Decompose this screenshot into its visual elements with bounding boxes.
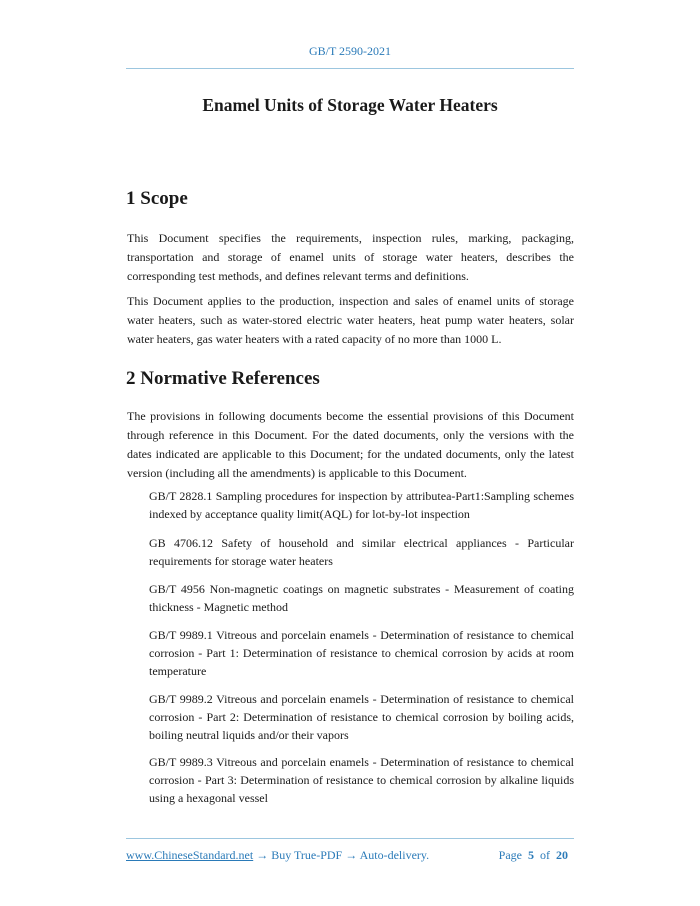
reference-item: GB 4706.12 Safety of household and similar electrical appliances - Particular requirements for storage water heaters: [149, 536, 574, 568]
reference-item: GB/T 4956 Non-magnetic coatings on magnetic substrates - Measurement of coating thickness - Magnetic method: [149, 582, 574, 614]
arrow-right-icon: →: [342, 848, 360, 862]
arrow-right-icon: →: [253, 848, 272, 862]
reference-item: GB/T 9989.1 Vitreous and porcelain enamels - Determination of resistance to chemical corrosion - Part 1: Determination of resistance to chemical corrosion by acids at room temperature: [149, 628, 574, 678]
page-total: 20: [556, 848, 568, 862]
chinese-standard-link[interactable]: www.ChineseStandard.net: [126, 848, 254, 862]
section-heading-scope: 1 Scope: [126, 188, 188, 209]
auto-delivery-text: Auto-delivery.: [359, 848, 430, 862]
document-title: Enamel Units of Storage Water Heaters: [202, 95, 498, 115]
reference-item: GB/T 9989.2 Vitreous and porcelain enamels - Determination of resistance to chemical corrosion - Part 2: Determination of resistance to chemical corrosion by boiling acids, boiling neutral liquids and/or their vapors: [149, 692, 574, 742]
reference-item: GB/T 2828.1 Sampling procedures for inspection by attributea-Part1:Sampling schemes indexed by acceptance quality limit(AQL) for lot-by-lot inspection: [149, 489, 574, 521]
scope-paragraph-1: This Document specifies the requirements, inspection rules, marking, packaging, transportation and storage of enamel units of storage water heaters, describes the corresponding test methods, and defines relevant terms and definitions.: [127, 231, 574, 283]
footer: [126, 848, 574, 863]
header-divider: [126, 68, 574, 69]
buy-true-pdf-text: Buy True-PDF: [271, 848, 343, 862]
page-label: Page: [498, 848, 522, 862]
section-heading-normative-references: 2 Normative References: [126, 368, 320, 389]
reference-item: GB/T 9989.3 Vitreous and porcelain enamels - Determination of resistance to chemical corrosion - Part 3: Determination of resistance to chemical corrosion by alkaline liquids using a hexagonal vessel: [149, 755, 574, 805]
scope-paragraph-2: This Document applies to the production, inspection and sales of enamel units of storage water heaters, such as water-stored electric water heaters, heat pump water heaters, solar water heaters, gas water heaters with a rated capacity of no more than 1000 L.: [127, 294, 574, 346]
normative-intro-paragraph: The provisions in following documents become the essential provisions of this Document through reference in this Document. For the dated documents, only the versions with the dates indicated are applicable to this Document; for the undated documents, only the latest version (including all the amendments) is applicable to this Document.: [127, 409, 574, 480]
page-indicator: [499, 848, 568, 863]
page-current: 5: [528, 848, 534, 862]
standard-code-header: GB/T 2590-2021: [308, 44, 392, 58]
of-label: of: [540, 848, 550, 862]
footer-divider: [126, 838, 574, 839]
